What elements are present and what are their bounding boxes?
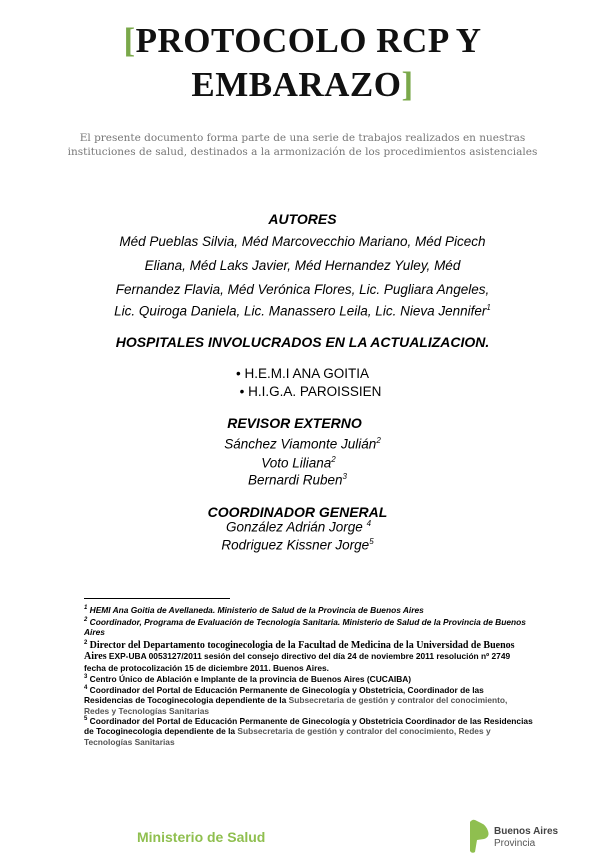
hospital-item: • H.E.M.I ANA GOITIA: [235, 366, 369, 381]
intro-line: El presente documento forma parte de una serie de trabajos realizados en nuestras: [79, 132, 526, 144]
coordinador-heading: COORDINADOR GENERAL: [207, 504, 388, 520]
name-text: Rodriguez Kissner Jorge: [221, 537, 370, 553]
name-text: Voto Liliana: [261, 455, 332, 471]
footnote: [84, 683, 534, 716]
footnote-number: 1: [84, 605, 88, 611]
revisor-name: [0, 455, 601, 471]
name-text: Bernardi Ruben: [247, 472, 343, 488]
province-map-icon: [467, 818, 491, 854]
revisor-heading: REVISOR EXTERNO: [227, 415, 362, 431]
hospital-name: H.I.G.A. PAROISSIEN: [248, 384, 382, 399]
footnote-separator: [84, 598, 230, 599]
autores-line: Eliana, Méd Laks Javier, Méd Hernandez Yuley, Méd: [144, 258, 461, 273]
revisor-name: [0, 436, 605, 452]
footnote: [84, 603, 534, 615]
hospital-item: • H.I.G.A. PAROISSIEN: [239, 384, 382, 399]
title-text-2: EMBARAZO: [191, 65, 402, 104]
footnote-number: 4: [84, 685, 88, 691]
footnote-text: Subsecretaria de gestión y contralor del conocimiento, Redes y Tecnologías Sanitarias: [84, 726, 491, 747]
revisor-name: [0, 472, 600, 488]
coordinador-name: [0, 519, 601, 535]
intro-text: [0, 131, 605, 159]
title-text-1: PROTOCOLO RCP Y: [135, 21, 482, 60]
footnote-text: Coordinador del Portal de Educación Permanente de Ginecología y Obstetricia, Coordinador de las Residencias de Tocoginecologia dependiente de la: [84, 684, 484, 706]
name-text: González Adrián Jorge: [225, 519, 367, 535]
footnote-text: Coordinador del Portal de Educación Permanente de Ginecología y Obstetricia Coordinador de las Residencias de Tocoginecologia dependiente de la: [84, 715, 533, 737]
footnote-number: 2: [84, 617, 88, 623]
footnote: [84, 714, 534, 747]
logo-line1: Buenos Aires: [494, 826, 559, 837]
hospitales-heading: HOSPITALES INVOLUCRADOS EN LA ACTUALIZACION.: [115, 334, 490, 350]
ministerio-logo-text: Ministerio de Salud: [137, 829, 266, 845]
autores-line-text: Lic. Quiroga Daniela, Lic. Manassero Leila, Lic. Nieva Jennifer: [114, 303, 487, 319]
footnote-number: 2: [84, 640, 88, 646]
footnote-ref: 4: [366, 519, 372, 528]
footnote-ref: 5: [369, 537, 374, 546]
title-bracket-close: ]: [401, 65, 414, 104]
footnote: [84, 638, 534, 673]
footnote-text: Centro Único de Ablación e Implante de la provincia de Buenos Aires (CUCAIBA): [89, 673, 412, 684]
footnote-ref: 2: [376, 436, 381, 445]
footnote: [84, 615, 534, 638]
buenos-aires-logo: [467, 818, 559, 859]
footnote-ref: 2: [331, 455, 336, 464]
coordinador-name: [0, 537, 600, 553]
title-bracket-open: [: [123, 21, 136, 60]
document-title-line2: [0, 63, 605, 107]
footnote-number: 3: [84, 674, 88, 680]
autores-line: [0, 303, 605, 319]
document-title-line1: [0, 19, 605, 63]
intro-line: instituciones de salud, destinados a la armonización de los procedimientos asistenciales: [67, 146, 538, 158]
footnote-text: Director del Departamento tocoginecologia de la Facultad de Medicina de la Universidad de Buenos Aires: [84, 639, 515, 663]
footnote-number: 5: [84, 716, 88, 722]
name-text: Sánchez Viamonte Julián: [224, 436, 377, 452]
footnote-text: Subsecretaria de gestión y contralor del conocimiento, Redes y Tecnologías Sanitarias: [84, 695, 508, 716]
footnote-ref: 3: [342, 472, 347, 481]
autores-line: Méd Pueblas Silvia, Méd Marcovecchio Mariano, Méd Picech: [119, 234, 486, 249]
logo-line2: Provincia: [494, 838, 536, 849]
footnote-text: Coordinador, Programa de Evaluación de Tecnología Sanitaria. Ministerio de Salud de la Provincia de Buenos Aires: [84, 616, 526, 638]
footnote-text: EXP-UBA 0053127/2011 sesión del consejo directivo del día 24 de noviembre 2011 resolución nº 2749 fecha de protocolización 15 de diciembre 2011. Buenos Aires.: [84, 651, 511, 673]
footnote-ref: 1: [486, 303, 491, 312]
footnote-text: HEMI Ana Goitia de Avellaneda. Ministerio de Salud de la Provincia de Buenos Aires: [89, 604, 424, 615]
autores-line: Fernandez Flavia, Méd Verónica Flores, Lic. Pugliara Angeles,: [115, 282, 490, 297]
autores-heading: AUTORES: [268, 211, 337, 227]
hospital-name: H.E.M.I ANA GOITIA: [244, 366, 369, 381]
